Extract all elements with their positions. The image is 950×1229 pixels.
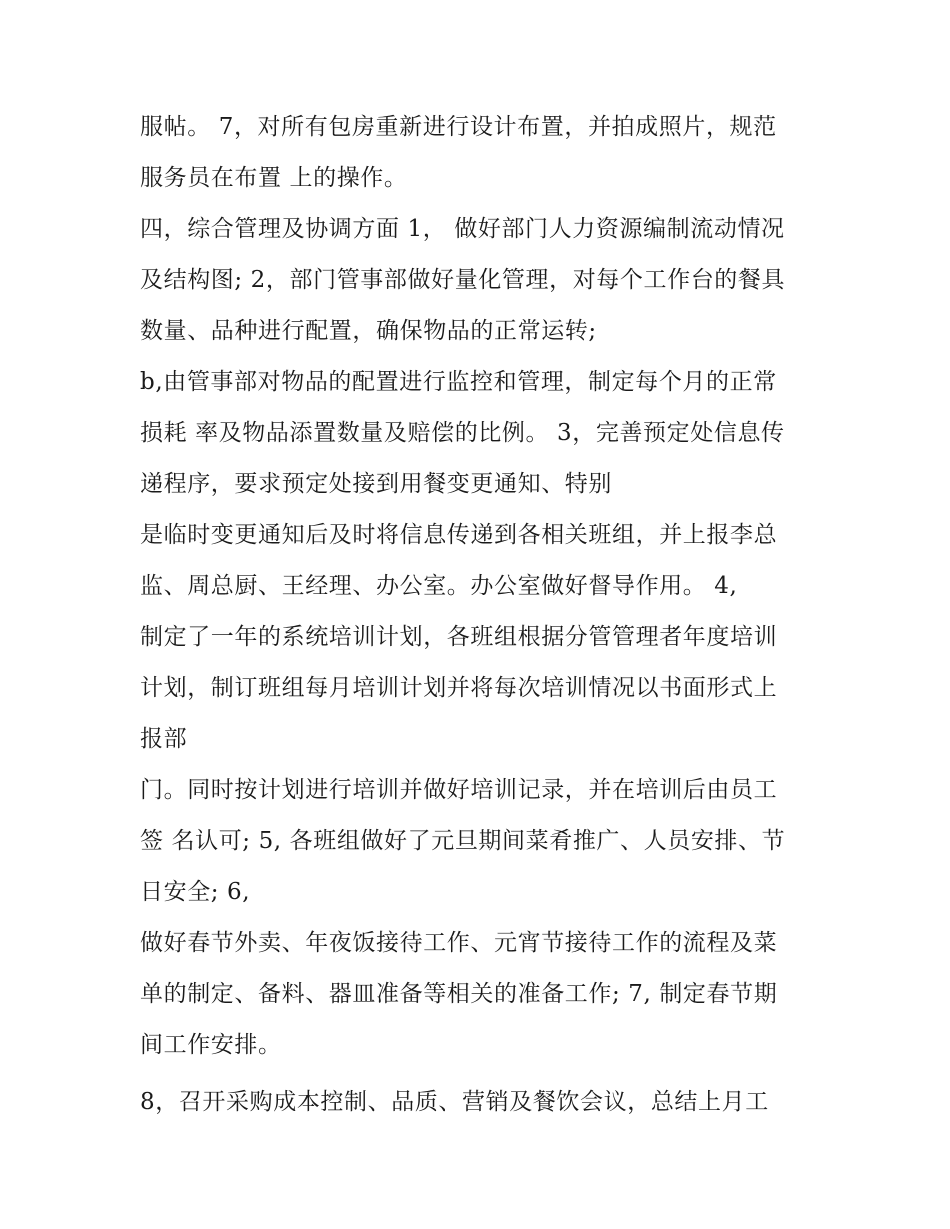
- text-line: 报部: [140, 726, 188, 752]
- text-line: 递程序，要求预定处接到用餐变更通知、特别: [140, 471, 612, 497]
- text-line: b,由管事部对物品的配置进行监控和管理，制定每个月的正常: [140, 369, 777, 395]
- text-line: 四，综合管理及协调方面 1， 做好部门人力资源编制流动情况: [140, 216, 785, 242]
- text-line: 单的制定、备料、器皿准备等相关的准备工作; 7, 制定春节期: [140, 981, 778, 1007]
- text-line: 数量、品种进行配置，确保物品的正常运转;: [140, 318, 597, 344]
- text-line: 制定了一年的系统培训计划，各班组根据分管管理者年度培训: [140, 624, 778, 650]
- text-line: 日安全; 6,: [140, 879, 251, 905]
- text-line: 是临时变更通知后及时将信息传递到各相关班组，并上报李总: [140, 522, 778, 548]
- body-text: [140, 102, 830, 1128]
- text-line: 服帖。 7，对所有包房重新进行设计布置，并拍成照片，规范: [140, 114, 777, 140]
- text-line: 计划，制订班组每月培训计划并将每次培训情况以书面形式上: [140, 675, 778, 701]
- text-line: 服务员在布置 上的操作。: [140, 165, 408, 191]
- text-line: 及结构图; 2，部门管事部做好量化管理，对每个工作台的餐具: [140, 267, 786, 293]
- text-line: 损耗 率及物品添置数量及赔偿的比例。 3，完善预定处信息传: [140, 420, 785, 446]
- text-line: 签 名认可; 5, 各班组做好了元旦期间菜肴推广、人员安排、节: [140, 828, 786, 854]
- text-line: 门。同时按计划进行培训并做好培训记录，并在培训后由员工: [140, 777, 778, 803]
- text-line: 间工作安排。: [140, 1032, 282, 1058]
- text-line: 做好春节外卖、年夜饭接待工作、元宵节接待工作的流程及菜: [140, 930, 778, 956]
- text-line: 监、周总厨、王经理、办公室。办公室做好督导作用。 4,: [140, 573, 738, 599]
- text-line: 8，召开采购成本控制、品质、营销及餐饮会议，总结上月工: [140, 1089, 769, 1115]
